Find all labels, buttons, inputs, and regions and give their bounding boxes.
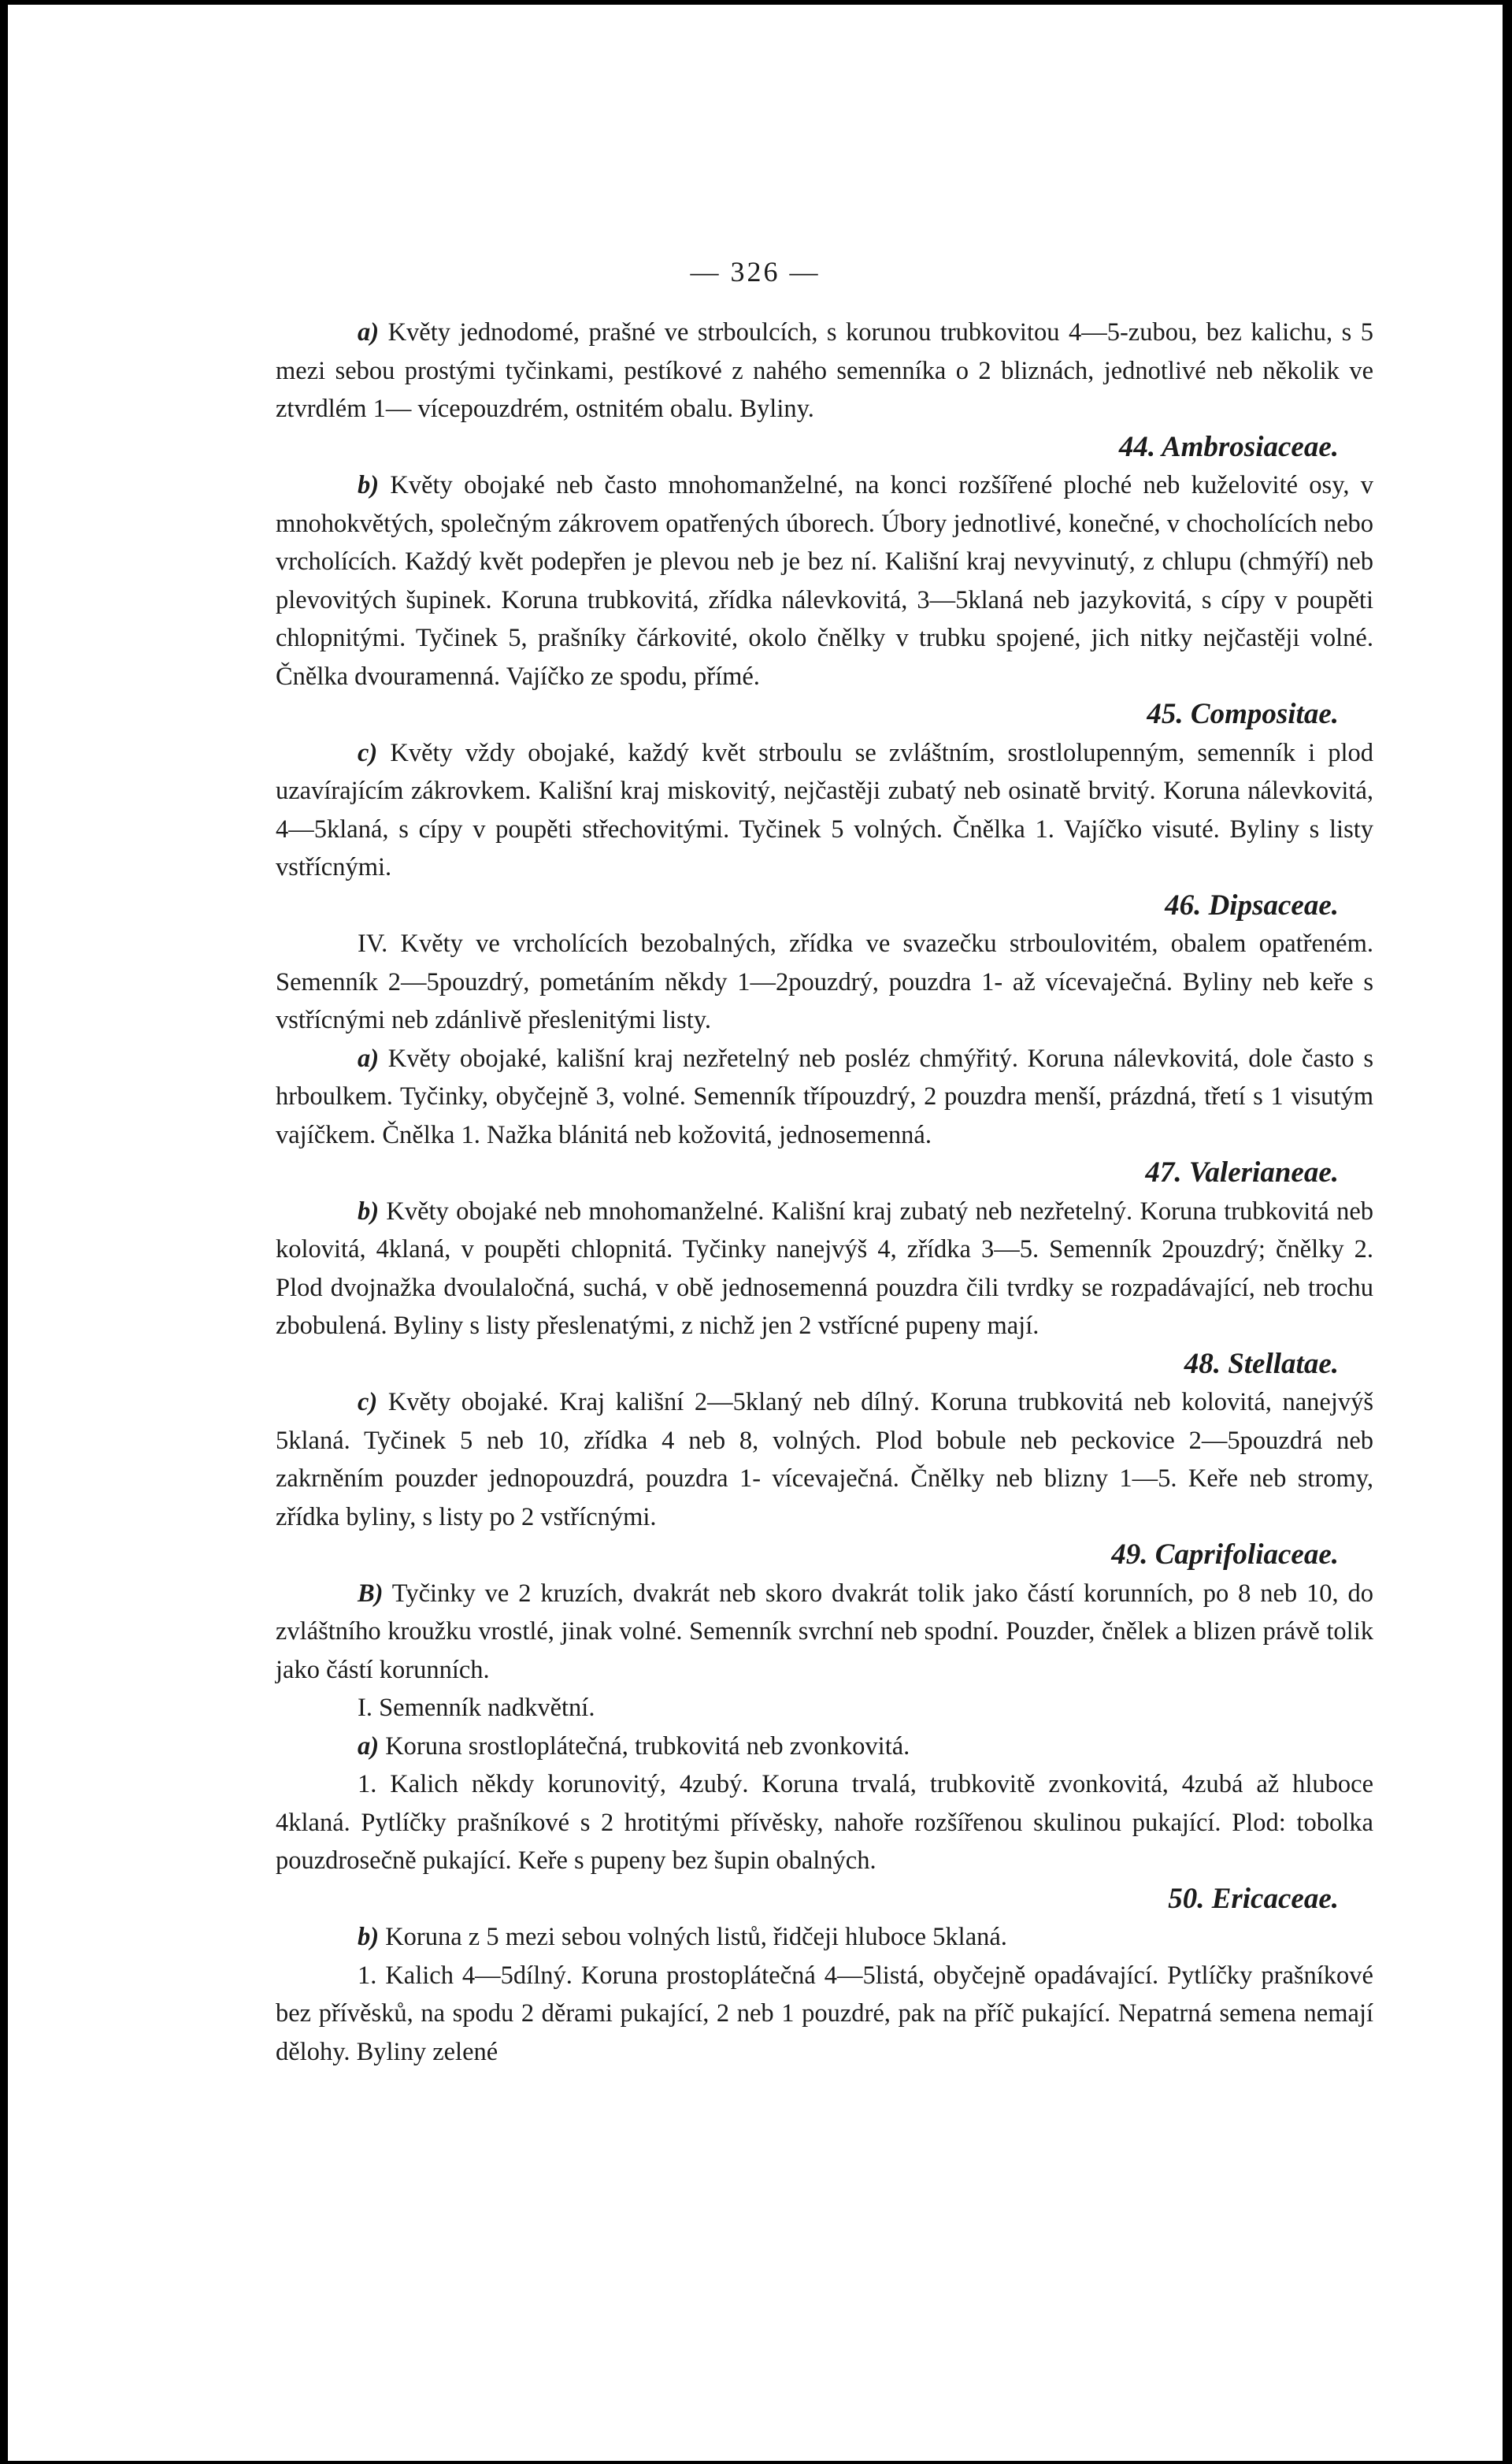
key-text: Květy obojaké neb mnohomanželné. Kališní kraj zubatý neb nezřetelný. Koruna trubkovitá neb kolovitá, 4klaná, v poupěti chlopnitá. Tyčinky nanejvýš 4, zřídka 3—5. Semenník 2pouzdrý; čnělky 2. Plod dvojnažka dvoulaločná, suchá, v obě jednosemenná pouzdra čili tvrdky se rozpadávající, neb trochu zbobulená. Byliny s listy přeslenatými, z nichž jen 2 vstřícné pupeny mají. xyxy=(276,1197,1373,1340)
family-name: 48. Stellatae. xyxy=(1184,1347,1339,1380)
key-paragraph xyxy=(276,1689,1373,1727)
key-text: Květy obojaké neb často mnohomanželné, na konci rozšířené ploché neb kuželovité osy, v mnohokvětých, společným zákrovem opatřených úborech. Úbory jednotlivé, konečné, v chocholících nebo vrcholících. Každý květ podepřen je plevou neb je bez ní. Kališní kraj nevyvinutý, z chlupu (chmýří) neb plevovitých šupinek. Koruna trubkovitá, zřídka nálevkovitá, 3—5klaná neb jazykovitá, s cípy v poupěti chlopnitými. Tyčinek 5, prašníky čárkovité, okolo čnělky v trubku spojené, jich nitky nejčastěji volné. Čnělka dvouramenná. Vajíčko ze spodu, přímé. xyxy=(276,471,1374,691)
key-paragraph xyxy=(276,1383,1373,1536)
key-text: Květy vždy obojaké, každý květ strboulu se zvláštním, srostlolupenným, semenník i plod uzavírajícím zákrovkem. Kališní kraj miskovitý, nejčastěji zubatý neb osinatě brvitý. Koruna nálevkovitá, 4—5klaná, s cípy v poupěti střechovitými. Tyčinek 5 volných. Čnělka 1. Vajíčko visuté. Byliny s listy vstřícnými. xyxy=(276,738,1374,881)
key-text: Tyčinky ve 2 kruzích, dvakrát neb skoro dvakrát tolik jako částí korunních, po 8 neb 10, do zvláštního kroužku vrostlé, jinak volné. Semenník svrchní neb spodní. Pouzder, čnělek a blizen právě tolik jako částí korunních. xyxy=(276,1579,1373,1684)
key-paragraph xyxy=(276,1193,1373,1345)
family-name: 49. Caprifoliaceae. xyxy=(1111,1538,1339,1571)
key-label: B) xyxy=(358,1579,384,1608)
key-text: Květy jednodomé, prašné ve strboulcích, s korunou trubkovitou 4—5-zubou, bez kalichu, s 5 mezi sebou prostými tyčinkami, pestíkové z nahého semenníka o 2 bliznách, jednotlivé neb několik ve ztvrdlém 1— vícepouzdrém, ostnitém obalu. Byliny. xyxy=(276,318,1374,423)
key-label: b) xyxy=(358,471,380,499)
key-text: Koruna z 5 mezi sebou volných listů, řidčeji hluboce 5klaná. xyxy=(385,1923,1007,1951)
family-name: 45. Compositae. xyxy=(1147,698,1339,730)
key-paragraph xyxy=(276,314,1373,429)
key-paragraph xyxy=(276,1727,1373,1766)
key-label: c) xyxy=(358,738,378,767)
key-label: b) xyxy=(358,1923,380,1951)
key-label: b) xyxy=(358,1197,380,1226)
key-label: c) xyxy=(358,1388,378,1416)
key-text: IV. Květy ve vrcholících bezobalných, zřídka ve svazečku strboulovitém, obalem opatřeném. Semenník 2—5pouzdrý, pometáním někdy 1—2pouzdrý, pouzdra 1- až vícevaječná. Byliny neb keře s vstřícnými neb zdánlivě přeslenitými listy. xyxy=(276,930,1373,1034)
page-body xyxy=(276,314,1373,2071)
key-text: Koruna srostloplátečná, trubkovitá neb zvonkovitá. xyxy=(385,1731,910,1761)
key-paragraph xyxy=(276,1957,1373,2072)
key-text: 1. Kalich 4—5dílný. Koruna prostoplátečná 4—5listá, obyčejně opadávající. Pytlíčky prašníkové bez přívěsků, na spodu 2 děrami pukající, 2 neb 1 pouzdré, pak na příč pukající. Nepatrná semena nemají dělohy. Byliny zelené xyxy=(276,1961,1373,2066)
key-text: I. Semenník nadkvětní. xyxy=(358,1694,595,1722)
key-text: Květy obojaké, kališní kraj nezřetelný neb posléz chmýřitý. Koruna nálevkovitá, dole často s hrboulkem. Tyčinky, obyčejně 3, volné. Semenník třípouzdrý, 2 pouzdra menší, prázdná, třetí s 1 visutým vajíčkem. Čnělka 1. Nažka blánitá neb kožovitá, jednosemenná. xyxy=(276,1044,1374,1149)
key-paragraph xyxy=(276,1575,1373,1690)
key-paragraph xyxy=(276,466,1373,696)
key-text: 1. Kalich někdy korunovitý, 4zubý. Koruna trvalá, trubkovitě zvonkovitá, 4zubá až hluboce 4klaná. Pytlíčky prašníkové s 2 hrotitými přívěsky, nahoře rozšířenou skulinou pukající. Plod: tobolka pouzdrosečně pukající. Keře s pupeny bez šupin obalných. xyxy=(276,1770,1373,1875)
key-paragraph xyxy=(276,1765,1373,1880)
key-label: a) xyxy=(358,1044,380,1073)
book-page xyxy=(8,5,1503,2461)
key-paragraph xyxy=(276,1918,1373,1957)
key-label: a) xyxy=(358,1731,380,1761)
page-number: — 326 — xyxy=(690,256,821,288)
key-paragraph xyxy=(276,734,1373,887)
family-name: 50. Ericaceae. xyxy=(1168,1882,1339,1915)
key-paragraph xyxy=(276,1040,1373,1155)
family-name: 44. Ambrosiaceae. xyxy=(1118,430,1339,463)
key-paragraph xyxy=(276,925,1373,1040)
family-name: 46. Dipsaceae. xyxy=(1165,889,1339,922)
key-text: Květy obojaké. Kraj kališní 2—5klaný neb dílný. Koruna trubkovitá neb kolovitá, nanejvýš 5klaná. Tyčinek 5 neb 10, zřídka 4 neb 8, volných. Plod bobule neb peckovice 2—5pouzdrá neb zakrněním pouzder jednopouzdrá, pouzdra 1- vícevaječná. Čnělky neb blizny 1—5. Keře neb stromy, zřídka byliny, s listy po 2 vstřícnými. xyxy=(276,1388,1373,1531)
family-name: 47. Valerianeae. xyxy=(1145,1156,1339,1189)
key-label: a) xyxy=(358,318,380,347)
